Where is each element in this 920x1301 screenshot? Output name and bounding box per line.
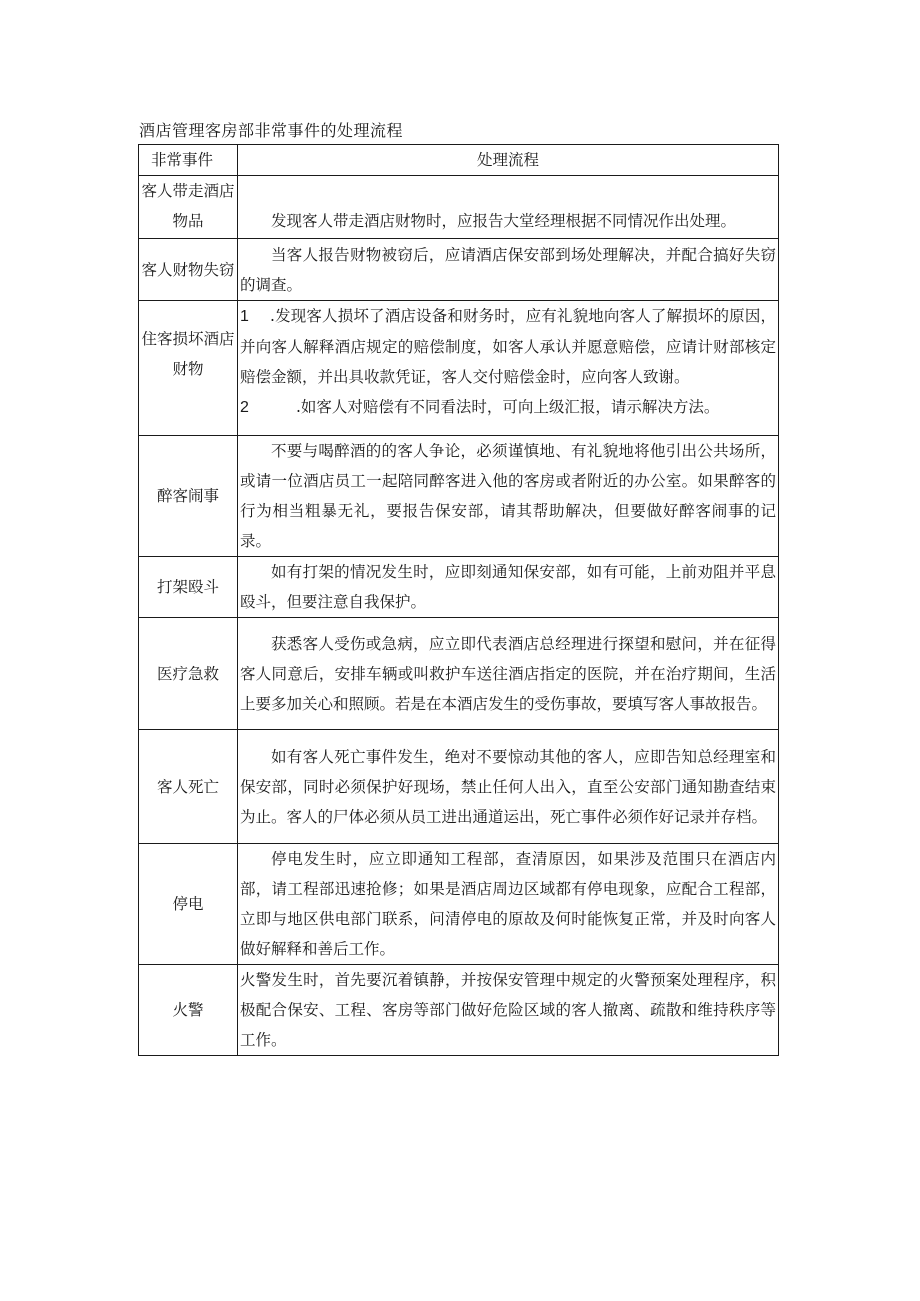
procedure-cell [238, 301, 779, 436]
table-row [139, 557, 779, 618]
event-cell: 住客损坏酒店财物 [139, 301, 238, 436]
table-row [139, 844, 779, 965]
table-row [139, 239, 779, 301]
event-cell: 医疗急救 [139, 618, 238, 730]
table-row [139, 436, 779, 557]
table-row [139, 965, 779, 1056]
procedure-cell [238, 557, 779, 618]
table-header-row [139, 145, 779, 176]
event-cell: 醉客闹事 [139, 436, 238, 557]
procedure-text: 当客人报告财物被窃后，应请酒店保安部到场处理解决，并配合搞好失窃的调查。 [240, 245, 776, 294]
table-row [139, 730, 779, 844]
procedure-text: 获悉客人受伤或急病，应立即代表酒店总经理进行探望和慰问，并在征得客人同意后，安排车辆或叫救护车送往酒店指定的医院，并在治疗期间，生活上要多加关心和照顾。若是在本酒店发生的受伤事故，要填写客人事故报告。 [240, 634, 776, 713]
procedure-cell [238, 965, 779, 1056]
procedure-text: 如有客人死亡事件发生，绝对不要惊动其他的客人，应即告知总经理室和保安部，同时必须保护好现场，禁止任何人出入，直至公安部门通知勘查结束为止。客人的尸体必须从员工进出通道运出，死亡事件必须作好记录并存档。 [240, 747, 776, 826]
procedure-text: 不要与喝醉酒的的客人争论，必须谨慎地、有礼貌地将他引出公共场所，或请一位酒店员工一起陪同醉客进入他的客房或者附近的办公室。如果醉客的行为相当粗暴无礼，要报告保安部，请其帮助解决，但要做好醉客闹事的记录。 [240, 442, 776, 550]
table-row [139, 301, 779, 436]
item-text: .发现客人损坏了酒店设备和财务时，应有礼貌地向客人了解损坏的原因，并向客人解释酒店规定的赔偿制度，如客人承认并愿意赔偿，应请计财部核定赔偿金额，并出具收款凭证，客人交付赔偿金时，应向客人致谢。 [240, 307, 776, 386]
procedure-item [240, 301, 776, 392]
procedure-text: 停电发生时，应立即通知工程部，查清原因，如果涉及范围只在酒店内部，请工程部迅速抢修；如果是酒店周边区域都有停电现象，应配合工程部，立即与地区供电部门联系，问清停电的原故及何时能恢复正常，并及时向客人做好解释和善后工作。 [240, 850, 776, 958]
header-procedure: 处理流程 [238, 145, 779, 176]
event-cell: 客人带走酒店物品 [139, 176, 238, 239]
event-cell: 火警 [139, 965, 238, 1056]
procedure-cell [238, 844, 779, 965]
procedure-cell [238, 239, 779, 301]
header-event: 非常事件 [139, 145, 238, 176]
procedure-text: 火警发生时，首先要沉着镇静，并按保安管理中规定的火警预案处理程序，积极配合保安、工程、客房等部门做好危险区域的客人撤离、疏散和维持秩序等工作。 [240, 971, 776, 1049]
table-row [139, 176, 779, 239]
item-number: 2 [240, 399, 249, 416]
document-title: 酒店管理客房部非常事件的处理流程 [139, 121, 404, 140]
procedure-cell [238, 730, 779, 844]
item-number: 1 [240, 308, 249, 325]
procedure-table [138, 144, 779, 1056]
event-cell: 停电 [139, 844, 238, 965]
procedure-cell [238, 436, 779, 557]
table-row [139, 618, 779, 730]
procedure-item [240, 392, 776, 423]
event-cell: 客人财物失窃 [139, 239, 238, 301]
procedure-cell [238, 176, 779, 239]
procedure-cell [238, 618, 779, 730]
event-cell: 客人死亡 [139, 730, 238, 844]
event-cell: 打架殴斗 [139, 557, 238, 618]
procedure-text: 发现客人带走酒店财物时，应报告大堂经理根据不同情况作出处理。 [271, 212, 737, 230]
procedure-text: 如有打架的情况发生时，应即刻通知保安部，如有可能，上前劝阻并平息殴斗，但要注意自我保护。 [240, 563, 776, 611]
item-text: .如客人对赔偿有不同看法时，可向上级汇报，请示解决方法。 [296, 398, 720, 416]
